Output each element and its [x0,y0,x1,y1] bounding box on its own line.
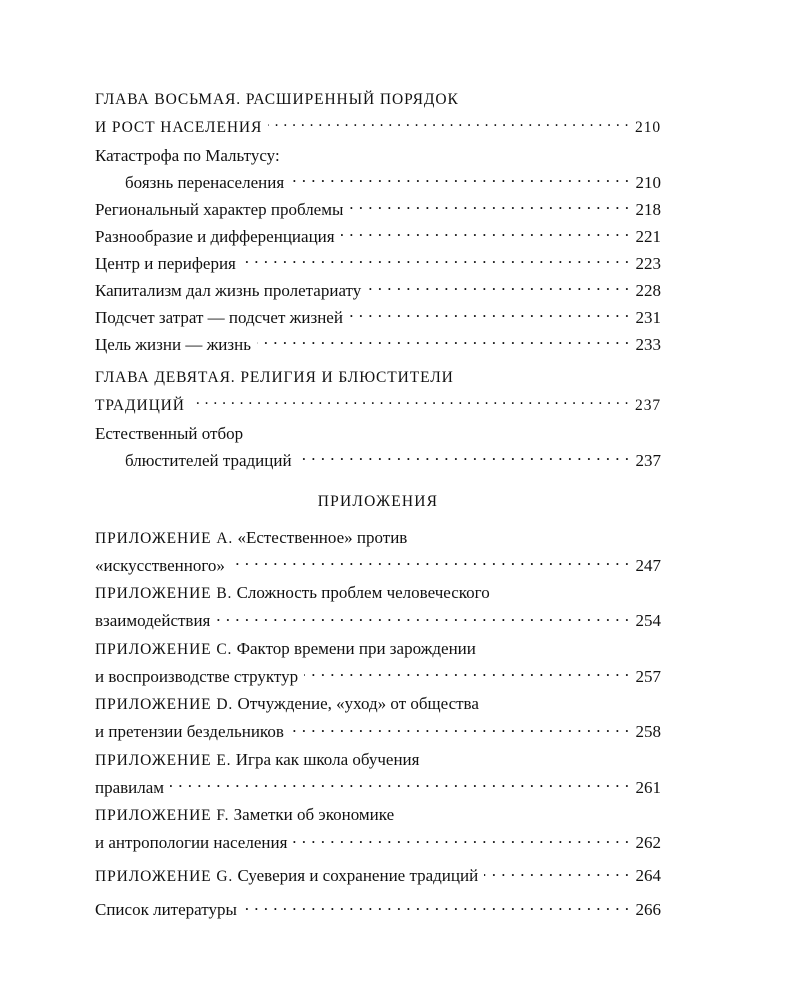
entry-text: Игра как школа обучения [235,749,420,769]
page-number: 210 [635,119,661,136]
entry-text: Отчуждение, «уход» от общества [237,694,479,713]
toc-entry[interactable] [95,328,661,355]
entry-text: и претензии бездельников [95,722,284,741]
toc-entry[interactable] [95,301,661,328]
appendix-label: ПРИЛОЖЕНИЕ F. [95,807,230,824]
table-of-contents [95,89,661,927]
entry-text: Сложность проблем человеческого [236,583,490,602]
dot-leader [170,771,629,793]
appendix-entry[interactable] [95,693,661,743]
entry-text: Катастрофа по Мальтусу: [95,145,280,165]
appendix-entry[interactable] [95,582,661,632]
entry-text: правилам [95,777,165,797]
dot-leader [242,247,630,269]
chapter-title-line: ТРАДИЦИЙ [95,397,185,414]
dot-leader [298,444,630,466]
dot-leader [243,894,630,916]
appendices-heading: ПРИЛОЖЕНИЯ [317,493,439,510]
entry-text: Фактор времени при зарождении [236,638,476,658]
dot-leader [268,111,629,133]
toc-entry[interactable] [95,274,661,301]
entry-text: Региональный характер проблемы [95,199,344,219]
entry-text: Цель жизни — жизнь [95,334,251,354]
toc-entry[interactable] [95,247,661,274]
entry-text: боязнь перенаселения [125,172,285,192]
entry-text: Капитализм дал жизнь пролетариату [95,280,362,300]
appendix-label: ПРИЛОЖЕНИЕ A. [95,529,234,547]
page-number: 264 [635,866,661,885]
page-number: 237 [635,397,661,414]
appendix-entry[interactable] [95,804,661,854]
toc-entry[interactable] [95,145,661,194]
dot-leader [257,328,630,350]
page-number: 258 [635,722,661,741]
dot-leader [231,549,630,571]
chapter-nine-heading[interactable] [95,367,661,417]
chapter-title-line: ГЛАВА ДЕВЯТАЯ. РЕЛИГИЯ И БЛЮСТИТЕЛИ [95,369,454,386]
toc-entry[interactable] [95,423,661,472]
toc-entry[interactable] [95,193,661,220]
dot-leader [341,220,630,242]
chapter-title-line: И РОСТ НАСЕЛЕНИЯ [95,119,263,136]
entry-text: и антропологии населения [95,833,288,852]
dot-leader [290,716,630,738]
entry-text: Заметки об экономике [233,805,395,824]
page-number: 257 [635,666,661,686]
bibliography-entry[interactable] [95,894,661,921]
page-number: 228 [635,280,661,300]
page-number: 262 [635,833,661,852]
appendix-label: ПРИЛОЖЕНИЕ B. [95,585,233,602]
page-number: 254 [635,611,661,630]
page-number: 261 [635,777,661,797]
dot-leader [367,274,629,296]
dot-leader [290,166,629,188]
entry-text: Подсчет затрат — подсчет жизней [95,307,343,327]
dot-leader [349,301,630,323]
entry-text: Центр и периферия [95,253,236,273]
entry-text: «Естественное» против [237,527,408,547]
entry-text: и воспроизводстве структур [95,666,299,686]
page-number: 223 [635,253,661,273]
entry-text: Естественный отбор [95,423,244,443]
dot-leader [216,605,629,627]
entry-text: Список литературы [95,900,237,919]
page-number: 237 [635,450,661,470]
dot-leader [304,660,629,682]
appendix-entry[interactable] [95,860,661,888]
page-number: 247 [635,555,661,575]
page-number: 233 [635,334,661,354]
appendix-label: ПРИЛОЖЕНИЕ E. [95,751,232,769]
appendix-entry[interactable] [95,527,661,577]
entry-text: взаимодействия [95,611,211,630]
appendix-entry[interactable] [95,638,661,688]
entry-text: Суеверия и сохранение традиций [237,866,479,885]
appendix-entry[interactable] [95,749,661,799]
dot-leader [191,389,629,411]
dot-leader [484,860,629,882]
page-number: 221 [635,226,661,246]
page-number: 266 [635,900,661,919]
dot-leader [349,193,629,215]
page-number: 218 [635,199,661,219]
page-number: 231 [635,307,661,327]
dot-leader [293,827,629,849]
toc-entry[interactable] [95,220,661,247]
appendix-label: ПРИЛОЖЕНИЕ D. [95,696,234,713]
entry-text: Разнообразие и дифференциация [95,226,335,246]
page-number: 210 [635,172,661,192]
appendix-label: ПРИЛОЖЕНИЕ G. [95,868,234,885]
chapter-eight-heading[interactable] [95,89,661,139]
appendix-label: ПРИЛОЖЕНИЕ C. [95,640,233,658]
entry-text: блюстителей традиций [125,450,292,470]
chapter-title-line: ГЛАВА ВОСЬМАЯ. РАСШИРЕННЫЙ ПОРЯДОК [95,91,459,108]
entry-text: «искусственного» [95,555,225,575]
